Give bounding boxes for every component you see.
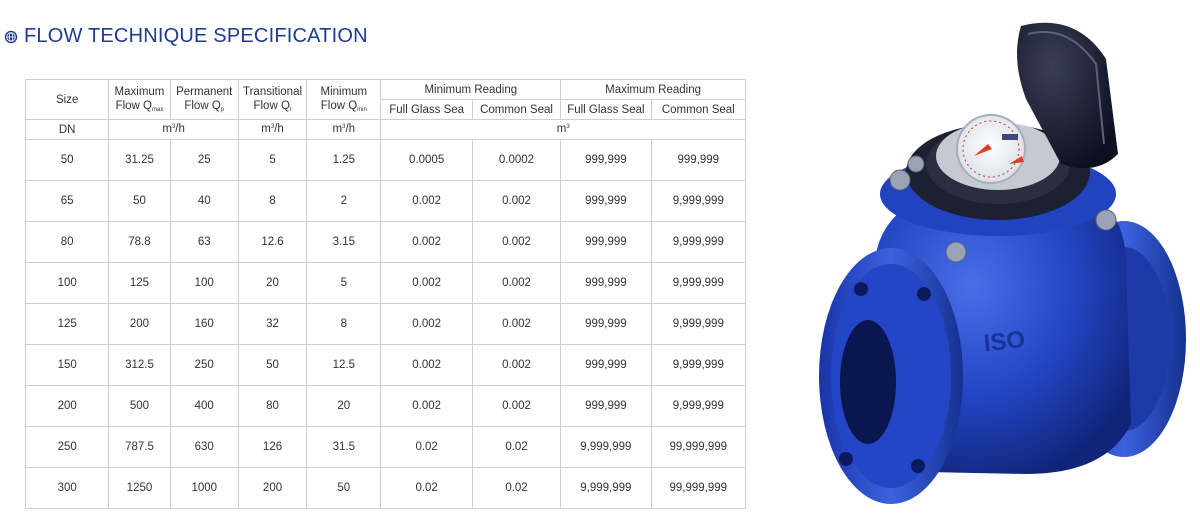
header-transitional-flow: Transitional Flow $Q_t$ xyxy=(238,80,306,120)
cell-min-common-seal: 0.002 xyxy=(472,304,560,345)
table-row xyxy=(26,345,746,386)
cell-min-common-seal: 0.002 xyxy=(472,386,560,427)
cell-min-common-seal: 0.02 xyxy=(472,427,560,468)
table-row xyxy=(26,304,746,345)
cell-transitional-flow: 50 xyxy=(238,345,306,386)
cell-transitional-flow: 12.6 xyxy=(238,222,306,263)
cell-min-common-seal: 0.002 xyxy=(472,345,560,386)
cell-permanent-flow: 40 xyxy=(170,181,238,222)
cell-min-common-seal: 0.002 xyxy=(472,222,560,263)
cell-min-common-seal: 0.02 xyxy=(472,468,560,509)
cell-size: 80 xyxy=(26,222,109,263)
cell-minimum-flow: 2 xyxy=(307,181,381,222)
cell-min-full-glass-seal: 0.002 xyxy=(381,181,472,222)
cell-max-flow: 125 xyxy=(109,263,170,304)
cell-min-common-seal: 0.002 xyxy=(472,181,560,222)
cell-min-common-seal: 0.002 xyxy=(472,263,560,304)
cell-transitional-flow: 126 xyxy=(238,427,306,468)
header-min-full-glass-seal: Full Glass Sea xyxy=(381,100,472,120)
cell-size: 250 xyxy=(26,427,109,468)
cell-max-flow: 50 xyxy=(109,181,170,222)
header-max-flow: Maximum Flow $Q_{max}$ xyxy=(109,80,170,120)
cell-max-full-glass-seal: 999,999 xyxy=(561,345,651,386)
cell-max-common-seal: 999,999 xyxy=(651,140,745,181)
cell-min-full-glass-seal: 0.002 xyxy=(381,222,472,263)
cell-max-common-seal: 9,999,999 xyxy=(651,345,745,386)
unit-minimum: $m^3/h$ xyxy=(307,120,381,140)
cell-max-common-seal: 9,999,999 xyxy=(651,304,745,345)
header-minimum-reading: Minimum Reading xyxy=(381,80,561,100)
section-heading xyxy=(4,25,368,48)
cell-permanent-flow: 250 xyxy=(170,345,238,386)
cell-min-full-glass-seal: 0.02 xyxy=(381,427,472,468)
header-max-common-seal: Common Seal xyxy=(651,100,745,120)
table-row xyxy=(26,222,746,263)
water-meter-image xyxy=(806,4,1196,524)
cell-min-full-glass-seal: 0.002 xyxy=(381,304,472,345)
cell-minimum-flow: 8 xyxy=(307,304,381,345)
cell-minimum-flow: 5 xyxy=(307,263,381,304)
cell-max-flow: 78.8 xyxy=(109,222,170,263)
header-min-common-seal: Common Seal xyxy=(472,100,560,120)
cell-permanent-flow: 100 xyxy=(170,263,238,304)
table-body xyxy=(26,140,746,509)
cell-minimum-flow: 1.25 xyxy=(307,140,381,181)
cell-max-flow: 312.5 xyxy=(109,345,170,386)
cell-max-full-glass-seal: 9,999,999 xyxy=(561,468,651,509)
cell-max-common-seal: 9,999,999 xyxy=(651,386,745,427)
cell-permanent-flow: 63 xyxy=(170,222,238,263)
cell-max-full-glass-seal: 999,999 xyxy=(561,386,651,427)
cell-max-common-seal: 9,999,999 xyxy=(651,222,745,263)
cell-size: 200 xyxy=(26,386,109,427)
table-row xyxy=(26,468,746,509)
cell-transitional-flow: 200 xyxy=(238,468,306,509)
cell-size: 65 xyxy=(26,181,109,222)
cell-transitional-flow: 5 xyxy=(238,140,306,181)
header-size: Size xyxy=(26,80,109,120)
cell-permanent-flow: 160 xyxy=(170,304,238,345)
cell-min-full-glass-seal: 0.002 xyxy=(381,345,472,386)
cell-max-full-glass-seal: 9,999,999 xyxy=(561,427,651,468)
unit-size: DN xyxy=(26,120,109,140)
cell-transitional-flow: 80 xyxy=(238,386,306,427)
cell-permanent-flow: 400 xyxy=(170,386,238,427)
cell-max-common-seal: 9,999,999 xyxy=(651,263,745,304)
table-row xyxy=(26,140,746,181)
cell-max-flow: 787.5 xyxy=(109,427,170,468)
table-row xyxy=(26,427,746,468)
cell-transitional-flow: 20 xyxy=(238,263,306,304)
casting-mark-text: ISO xyxy=(982,326,1027,358)
globe-bullet-icon xyxy=(4,30,18,44)
cell-size: 150 xyxy=(26,345,109,386)
cell-minimum-flow: 50 xyxy=(307,468,381,509)
cell-max-full-glass-seal: 999,999 xyxy=(561,181,651,222)
cell-max-common-seal: 9,999,999 xyxy=(651,181,745,222)
cell-transitional-flow: 8 xyxy=(238,181,306,222)
cell-max-flow: 31.25 xyxy=(109,140,170,181)
cell-max-common-seal: 99,999,999 xyxy=(651,427,745,468)
cell-min-full-glass-seal: 0.0005 xyxy=(381,140,472,181)
cell-permanent-flow: 1000 xyxy=(170,468,238,509)
unit-reading: $m^3$ xyxy=(381,120,746,140)
cell-minimum-flow: 31.5 xyxy=(307,427,381,468)
cell-min-full-glass-seal: 0.02 xyxy=(381,468,472,509)
cell-permanent-flow: 25 xyxy=(170,140,238,181)
cell-size: 100 xyxy=(26,263,109,304)
cell-max-flow: 200 xyxy=(109,304,170,345)
cell-max-full-glass-seal: 999,999 xyxy=(561,222,651,263)
cell-min-full-glass-seal: 0.002 xyxy=(381,263,472,304)
cell-max-full-glass-seal: 999,999 xyxy=(561,304,651,345)
cell-minimum-flow: 3.15 xyxy=(307,222,381,263)
header-minimum-flow: Minimum Flow $Q_{min}$ xyxy=(307,80,381,120)
header-maximum-reading: Maximum Reading xyxy=(561,80,746,100)
header-permanent-flow: Permanent Flow $Q_p$ xyxy=(170,80,238,120)
cell-max-full-glass-seal: 999,999 xyxy=(561,263,651,304)
cell-max-flow: 500 xyxy=(109,386,170,427)
flow-spec-table xyxy=(25,79,746,509)
unit-transitional: $m^3/h$ xyxy=(238,120,306,140)
cell-min-common-seal: 0.0002 xyxy=(472,140,560,181)
table-row xyxy=(26,263,746,304)
cell-min-full-glass-seal: 0.002 xyxy=(381,386,472,427)
cell-max-common-seal: 99,999,999 xyxy=(651,468,745,509)
cell-transitional-flow: 32 xyxy=(238,304,306,345)
cell-minimum-flow: 20 xyxy=(307,386,381,427)
cell-size: 125 xyxy=(26,304,109,345)
cell-size: 300 xyxy=(26,468,109,509)
cell-max-flow: 1250 xyxy=(109,468,170,509)
table-row xyxy=(26,181,746,222)
cell-max-full-glass-seal: 999,999 xyxy=(561,140,651,181)
page-title: FLOW TECHNIQUE SPECIFICATION xyxy=(24,25,368,47)
header-max-full-glass-seal: Full Glass Seal xyxy=(561,100,651,120)
cell-permanent-flow: 630 xyxy=(170,427,238,468)
unit-flow: $m^3/h$ xyxy=(109,120,239,140)
cell-size: 50 xyxy=(26,140,109,181)
table-row xyxy=(26,386,746,427)
cell-minimum-flow: 12.5 xyxy=(307,345,381,386)
